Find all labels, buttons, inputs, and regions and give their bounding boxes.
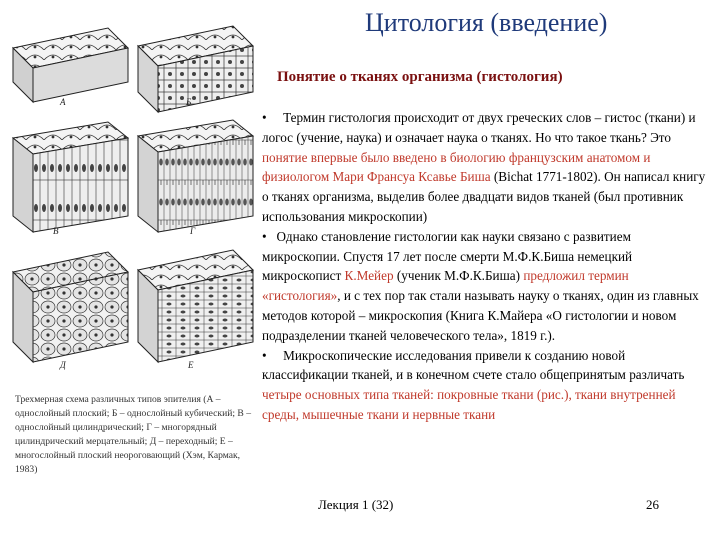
figure-caption-source: (Хэм, Кармак, 1983) <box>15 450 241 475</box>
panel-a-drawing <box>13 28 128 102</box>
text-run: (ученик М.Ф.К.Биша) <box>393 268 524 284</box>
panel-b-drawing <box>138 26 253 112</box>
bullet: • <box>262 110 267 125</box>
paragraph-2 <box>262 227 707 346</box>
panel-label-d: Д <box>60 360 66 370</box>
text-run: Термин гистология происходит от двух греческих слов – гистос (ткани) и логос (учение, наука) и означает наука о тканях. Но что такое ткань? Это <box>262 110 696 145</box>
slide-title: Цитология (введение) <box>365 8 608 37</box>
figure-caption-text: Трехмерная схема различных типов эпителия (А – однослойный плоский; Б – однослойный кубический; В – однослойный цилиндрический; Г – многорядный цилиндрический мерцательный; Д – переходный; Е – многослойный плоский неороговающий <box>15 394 252 461</box>
highlighted-text: К.Мейер <box>344 268 394 284</box>
bullet: • <box>262 347 267 363</box>
page-number: 26 <box>646 497 659 512</box>
text-run: (Bichat <box>490 169 537 185</box>
text-run: Микроскопические исследования привели к созданию новой классификации тканей, и в конечном счете стало общепринятым различать <box>262 347 685 383</box>
highlighted-text: предложил термин «гистология» <box>262 268 629 304</box>
panel-label-e: Е <box>188 360 194 370</box>
epithelium-drawings <box>8 20 258 380</box>
body-text <box>262 108 707 425</box>
highlighted-text: понятие впервые было введено в биологию французским анатомом и физиологом Мари Франсуа Ксавье Биша <box>262 149 651 185</box>
highlighted-text: четыре основных типа тканей: покровные ткани (рис.), ткани внутренней среды, мышечные ткани и нервные ткани <box>262 387 676 422</box>
bullet: • <box>262 228 267 244</box>
footer-lecture: Лекция 1 (32) <box>318 497 394 512</box>
text-run: , и с тех пор так стали называть науку о тканях, один из главных методов которой – микроскопия (Книга К.Майера «О гистологии и новом подразделении тканей человеческого тела», 1819 г.). <box>262 288 699 343</box>
slide-subtitle: Понятие о тканях организма (гистология) <box>277 69 563 85</box>
panel-v-drawing <box>13 122 128 232</box>
panel-g-drawing <box>138 120 253 232</box>
paragraph-1 <box>262 108 707 227</box>
text-run: Однако становление гистологии как науки связано с развитием микроскопии. Спустя 17 лет после смерти М.Ф.К.Биша немецкий микроскопист <box>262 228 633 284</box>
text-run: 1771-1802). Он написал книгу о тканях организма, выделив более двадцати видов тканей (был противник использования микроскопии) <box>262 169 706 224</box>
panel-label-a: А <box>60 97 66 107</box>
panel-label-b: Б <box>186 97 192 107</box>
panel-label-v: В <box>53 226 59 236</box>
panel-e-drawing <box>138 250 253 362</box>
paragraph-3 <box>262 346 707 425</box>
epithelium-figure <box>8 20 258 380</box>
panel-d-drawing <box>13 252 128 362</box>
panel-label-g: Г <box>190 226 196 236</box>
figure-caption <box>15 393 255 477</box>
